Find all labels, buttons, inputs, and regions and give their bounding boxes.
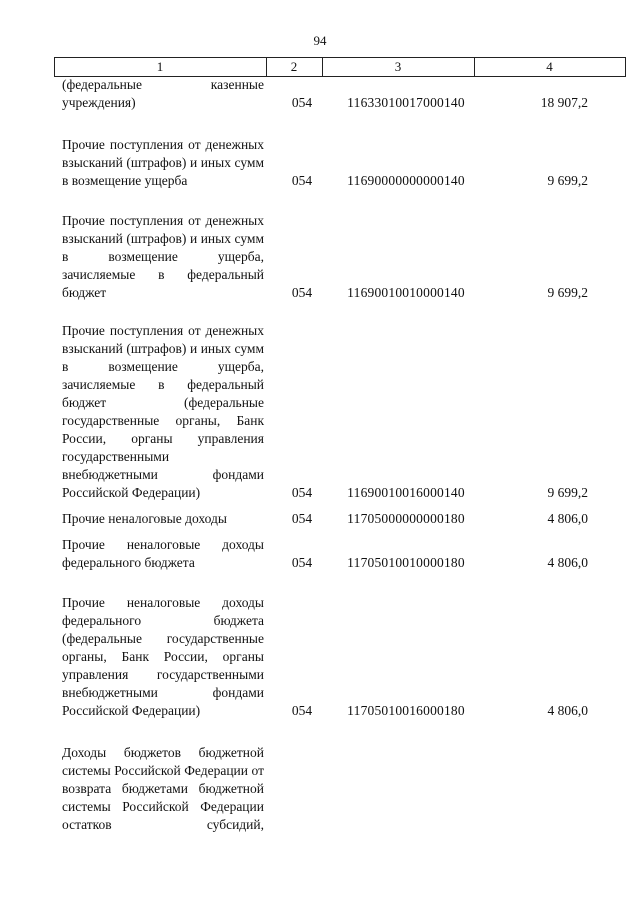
row-amount: 9 699,2 (547, 285, 588, 300)
table-row (0, 726, 640, 834)
column-header-2: 2 (290, 59, 298, 74)
row-name: Прочие неналоговые доходы федерального бюджета (федеральные государственные органы, Банк России, органы управления государственными внебюджетными фондами Российской Федерации) (62, 595, 264, 718)
row-amount: 4 806,0 (547, 703, 588, 718)
row-name: Прочие неналоговые доходы (62, 511, 227, 526)
table-row (0, 76, 640, 112)
row-budget-code: 11690000000000140 (347, 173, 465, 188)
row-name: Прочие поступления от денежных взысканий (штрафов) и иных сумм в возмещение ущерба (62, 137, 264, 188)
row-admin-code: 054 (291, 511, 313, 526)
row-name: Прочие поступления от денежных взысканий (штрафов) и иных сумм в возмещение ущерба, зачисляемые в федеральный бюджет (федеральные государственные органы, Банк России, органы управления государственными внебюджетными фондами Российской Федерации) (62, 323, 264, 500)
row-budget-code: 11690010010000140 (347, 285, 465, 300)
row-admin-code: 054 (291, 285, 313, 300)
row-name: Прочие неналоговые доходы федерального бюджета (62, 537, 264, 570)
row-budget-code: 11705010010000180 (347, 555, 465, 570)
column-header-3: 3 (394, 59, 402, 74)
row-budget-code: 11633010017000140 (347, 95, 465, 110)
row-budget-code: 11690010016000140 (347, 485, 465, 500)
column-divider (625, 58, 626, 76)
row-name: Доходы бюджетов бюджетной системы Российской Федерации от возврата бюджетами бюджетной системы Российской Федерации остатков субсидий, (62, 745, 264, 832)
table-row (0, 196, 640, 302)
row-name: (федеральные казенные учреждения) (62, 77, 264, 110)
page-number: 94 (313, 33, 327, 48)
row-admin-code: 054 (291, 555, 313, 570)
table-column-header (54, 57, 626, 77)
row-admin-code: 054 (291, 485, 313, 500)
row-name: Прочие поступления от денежных взысканий (штрафов) и иных сумм в возмещение ущерба, зачисляемые в федеральный бюджет (62, 213, 264, 300)
row-admin-code: 054 (291, 173, 313, 188)
table-row (0, 118, 640, 190)
row-amount: 9 699,2 (547, 173, 588, 188)
column-header-4: 4 (546, 59, 553, 74)
column-header-1: 1 (156, 59, 164, 74)
table-row (0, 536, 640, 572)
row-amount: 4 806,0 (547, 511, 588, 526)
row-admin-code: 054 (291, 95, 313, 110)
row-budget-code: 11705000000000180 (347, 511, 465, 526)
table-row (0, 508, 640, 528)
row-amount: 9 699,2 (547, 485, 588, 500)
row-admin-code: 054 (291, 703, 313, 718)
table-row (0, 310, 640, 502)
row-amount: 18 907,2 (540, 95, 588, 110)
row-amount: 4 806,0 (547, 555, 588, 570)
row-budget-code: 11705010016000180 (347, 703, 465, 718)
table-row (0, 596, 640, 720)
